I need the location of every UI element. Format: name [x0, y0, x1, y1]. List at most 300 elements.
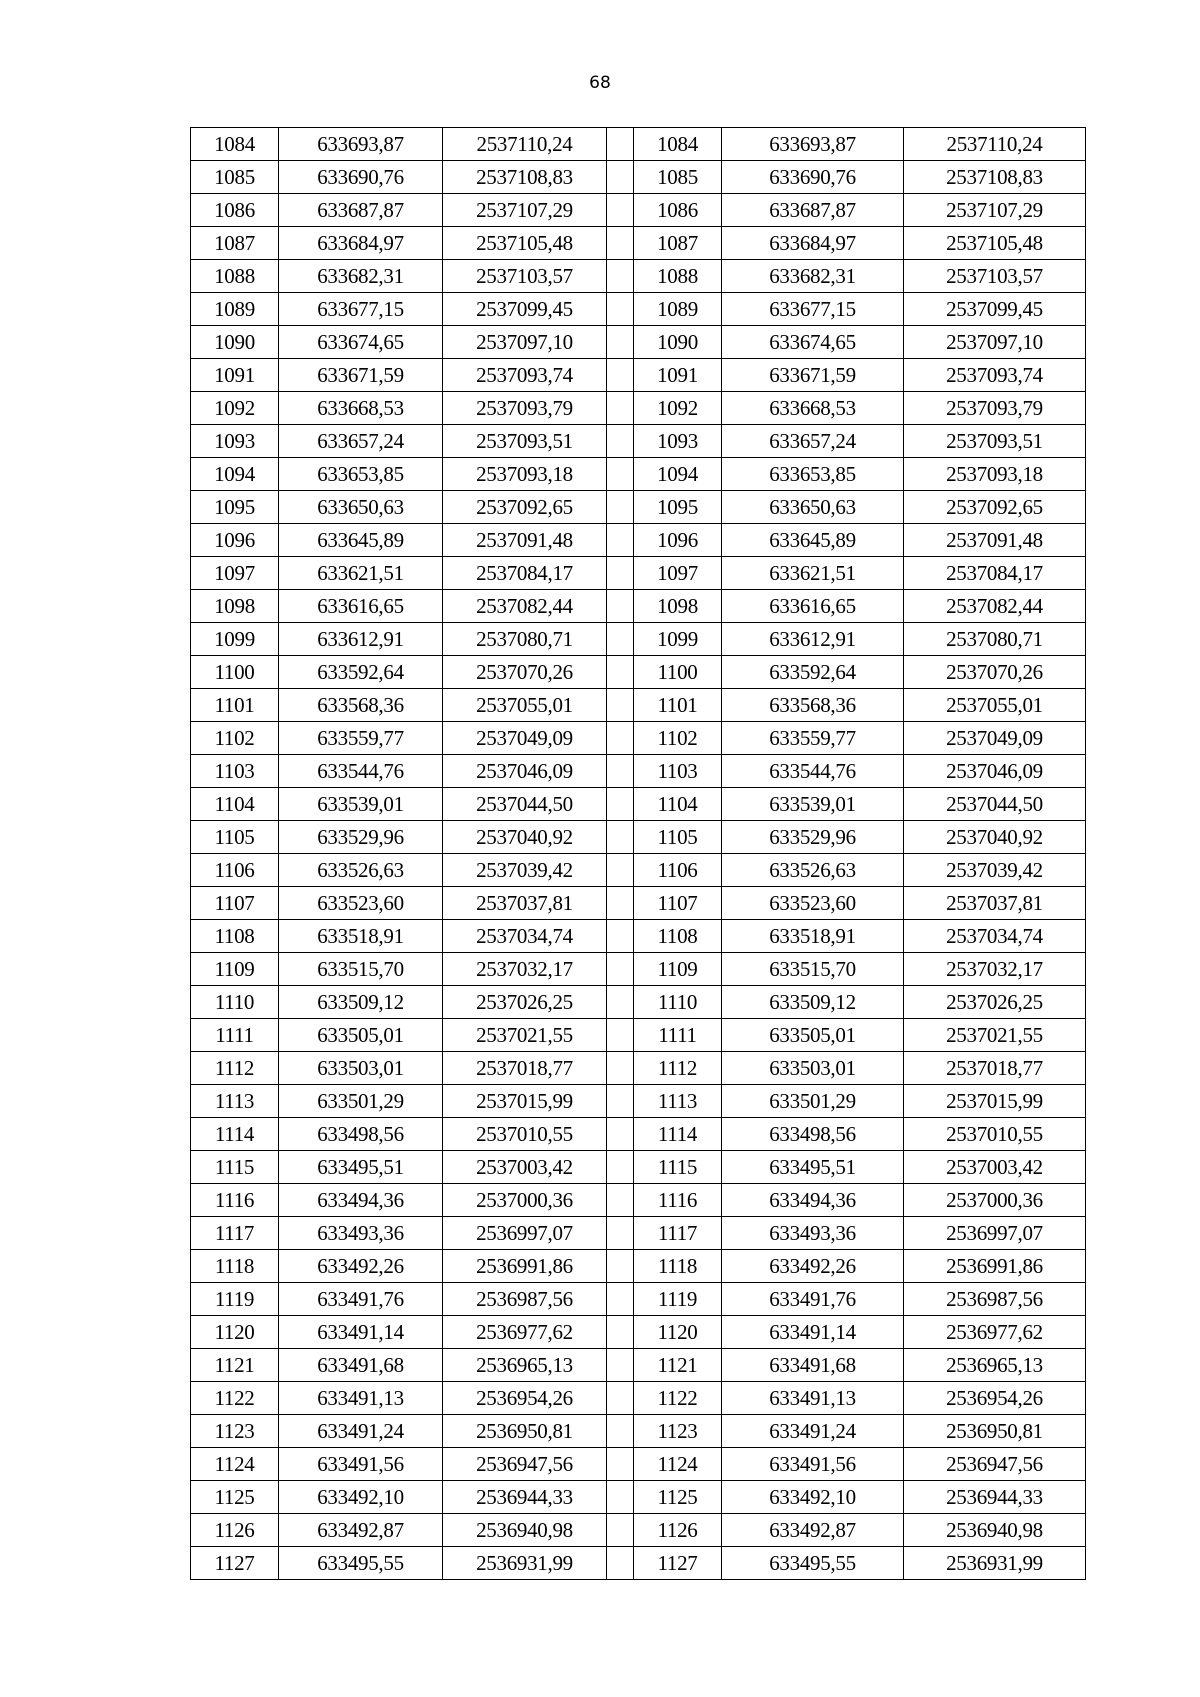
right-x-coordinate: 633503,01 [722, 1052, 904, 1085]
table-row [191, 1382, 1086, 1415]
right-x-coordinate: 633650,63 [722, 491, 904, 524]
spacer-cell [607, 194, 634, 227]
left-point-number: 1120 [191, 1316, 279, 1349]
right-x-coordinate: 633671,59 [722, 359, 904, 392]
table-row [191, 491, 1086, 524]
left-point-number: 1114 [191, 1118, 279, 1151]
left-x-coordinate: 633491,56 [279, 1448, 443, 1481]
left-point-number: 1123 [191, 1415, 279, 1448]
left-point-number: 1087 [191, 227, 279, 260]
right-x-coordinate: 633682,31 [722, 260, 904, 293]
spacer-cell [607, 161, 634, 194]
left-point-number: 1084 [191, 128, 279, 161]
right-point-number: 1085 [634, 161, 722, 194]
right-x-coordinate: 633684,97 [722, 227, 904, 260]
right-point-number: 1120 [634, 1316, 722, 1349]
spacer-cell [607, 887, 634, 920]
left-point-number: 1117 [191, 1217, 279, 1250]
table-row [191, 557, 1086, 590]
left-y-coordinate: 2537103,57 [443, 260, 607, 293]
left-point-number: 1112 [191, 1052, 279, 1085]
left-y-coordinate: 2536947,56 [443, 1448, 607, 1481]
spacer-cell [607, 392, 634, 425]
left-point-number: 1111 [191, 1019, 279, 1052]
spacer-cell [607, 656, 634, 689]
right-point-number: 1127 [634, 1547, 722, 1580]
right-point-number: 1123 [634, 1415, 722, 1448]
right-y-coordinate: 2537049,09 [904, 722, 1086, 755]
right-x-coordinate: 633523,60 [722, 887, 904, 920]
spacer-cell [607, 1085, 634, 1118]
left-x-coordinate: 633492,10 [279, 1481, 443, 1514]
spacer-cell [607, 260, 634, 293]
right-point-number: 1124 [634, 1448, 722, 1481]
right-point-number: 1088 [634, 260, 722, 293]
left-x-coordinate: 633539,01 [279, 788, 443, 821]
left-y-coordinate: 2537000,36 [443, 1184, 607, 1217]
left-x-coordinate: 633491,68 [279, 1349, 443, 1382]
table-row [191, 887, 1086, 920]
left-y-coordinate: 2537055,01 [443, 689, 607, 722]
right-x-coordinate: 633526,63 [722, 854, 904, 887]
right-x-coordinate: 633515,70 [722, 953, 904, 986]
right-point-number: 1100 [634, 656, 722, 689]
right-point-number: 1118 [634, 1250, 722, 1283]
left-y-coordinate: 2536954,26 [443, 1382, 607, 1415]
left-y-coordinate: 2536991,86 [443, 1250, 607, 1283]
table-row [191, 1217, 1086, 1250]
table-row [191, 458, 1086, 491]
left-x-coordinate: 633616,65 [279, 590, 443, 623]
spacer-cell [607, 722, 634, 755]
right-y-coordinate: 2536977,62 [904, 1316, 1086, 1349]
right-point-number: 1086 [634, 194, 722, 227]
right-point-number: 1106 [634, 854, 722, 887]
left-point-number: 1088 [191, 260, 279, 293]
table-row [191, 260, 1086, 293]
right-x-coordinate: 633493,36 [722, 1217, 904, 1250]
table-row [191, 524, 1086, 557]
right-x-coordinate: 633491,14 [722, 1316, 904, 1349]
left-point-number: 1106 [191, 854, 279, 887]
right-point-number: 1089 [634, 293, 722, 326]
left-x-coordinate: 633515,70 [279, 953, 443, 986]
right-x-coordinate: 633529,96 [722, 821, 904, 854]
right-point-number: 1084 [634, 128, 722, 161]
spacer-cell [607, 1217, 634, 1250]
table-row [191, 1349, 1086, 1382]
right-y-coordinate: 2537021,55 [904, 1019, 1086, 1052]
right-y-coordinate: 2537093,18 [904, 458, 1086, 491]
table-row [191, 1514, 1086, 1547]
right-y-coordinate: 2537105,48 [904, 227, 1086, 260]
table-row [191, 194, 1086, 227]
left-y-coordinate: 2537093,79 [443, 392, 607, 425]
right-y-coordinate: 2537040,92 [904, 821, 1086, 854]
right-point-number: 1116 [634, 1184, 722, 1217]
left-x-coordinate: 633568,36 [279, 689, 443, 722]
table-row [191, 755, 1086, 788]
left-point-number: 1086 [191, 194, 279, 227]
left-x-coordinate: 633653,85 [279, 458, 443, 491]
spacer-cell [607, 1118, 634, 1151]
table-row [191, 953, 1086, 986]
left-y-coordinate: 2536944,33 [443, 1481, 607, 1514]
left-x-coordinate: 633491,76 [279, 1283, 443, 1316]
right-y-coordinate: 2537044,50 [904, 788, 1086, 821]
right-x-coordinate: 633592,64 [722, 656, 904, 689]
spacer-cell [607, 953, 634, 986]
right-point-number: 1102 [634, 722, 722, 755]
left-point-number: 1125 [191, 1481, 279, 1514]
right-y-coordinate: 2537091,48 [904, 524, 1086, 557]
right-point-number: 1107 [634, 887, 722, 920]
left-y-coordinate: 2537097,10 [443, 326, 607, 359]
left-point-number: 1107 [191, 887, 279, 920]
left-point-number: 1116 [191, 1184, 279, 1217]
spacer-cell [607, 590, 634, 623]
spacer-cell [607, 755, 634, 788]
right-y-coordinate: 2537003,42 [904, 1151, 1086, 1184]
table-row [191, 920, 1086, 953]
left-x-coordinate: 633690,76 [279, 161, 443, 194]
right-x-coordinate: 633616,65 [722, 590, 904, 623]
right-y-coordinate: 2537084,17 [904, 557, 1086, 590]
left-x-coordinate: 633559,77 [279, 722, 443, 755]
left-y-coordinate: 2536940,98 [443, 1514, 607, 1547]
table-row [191, 1052, 1086, 1085]
left-y-coordinate: 2537039,42 [443, 854, 607, 887]
right-y-coordinate: 2537092,65 [904, 491, 1086, 524]
left-x-coordinate: 633498,56 [279, 1118, 443, 1151]
left-point-number: 1108 [191, 920, 279, 953]
left-point-number: 1094 [191, 458, 279, 491]
left-point-number: 1121 [191, 1349, 279, 1382]
right-point-number: 1112 [634, 1052, 722, 1085]
left-y-coordinate: 2537046,09 [443, 755, 607, 788]
left-point-number: 1113 [191, 1085, 279, 1118]
left-point-number: 1124 [191, 1448, 279, 1481]
table-row [191, 326, 1086, 359]
spacer-cell [607, 1382, 634, 1415]
right-point-number: 1090 [634, 326, 722, 359]
right-point-number: 1101 [634, 689, 722, 722]
right-y-coordinate: 2537097,10 [904, 326, 1086, 359]
right-x-coordinate: 633568,36 [722, 689, 904, 722]
left-y-coordinate: 2537093,74 [443, 359, 607, 392]
spacer-cell [607, 425, 634, 458]
right-x-coordinate: 633687,87 [722, 194, 904, 227]
right-point-number: 1121 [634, 1349, 722, 1382]
left-y-coordinate: 2537018,77 [443, 1052, 607, 1085]
left-x-coordinate: 633687,87 [279, 194, 443, 227]
left-y-coordinate: 2537107,29 [443, 194, 607, 227]
right-y-coordinate: 2537093,51 [904, 425, 1086, 458]
left-x-coordinate: 633612,91 [279, 623, 443, 656]
left-point-number: 1093 [191, 425, 279, 458]
right-x-coordinate: 633544,76 [722, 755, 904, 788]
left-y-coordinate: 2537084,17 [443, 557, 607, 590]
right-y-coordinate: 2537093,79 [904, 392, 1086, 425]
table-row [191, 656, 1086, 689]
left-point-number: 1092 [191, 392, 279, 425]
right-point-number: 1119 [634, 1283, 722, 1316]
table-row [191, 1085, 1086, 1118]
left-x-coordinate: 633668,53 [279, 392, 443, 425]
table-row [191, 689, 1086, 722]
left-y-coordinate: 2536965,13 [443, 1349, 607, 1382]
left-x-coordinate: 633505,01 [279, 1019, 443, 1052]
right-y-coordinate: 2536950,81 [904, 1415, 1086, 1448]
left-x-coordinate: 633491,24 [279, 1415, 443, 1448]
right-x-coordinate: 633495,51 [722, 1151, 904, 1184]
right-point-number: 1109 [634, 953, 722, 986]
coordinates-table-body [191, 128, 1086, 1580]
right-y-coordinate: 2537103,57 [904, 260, 1086, 293]
spacer-cell [607, 623, 634, 656]
right-x-coordinate: 633505,01 [722, 1019, 904, 1052]
right-y-coordinate: 2536931,99 [904, 1547, 1086, 1580]
right-y-coordinate: 2537055,01 [904, 689, 1086, 722]
right-point-number: 1099 [634, 623, 722, 656]
spacer-cell [607, 491, 634, 524]
right-x-coordinate: 633494,36 [722, 1184, 904, 1217]
left-point-number: 1101 [191, 689, 279, 722]
left-y-coordinate: 2537093,51 [443, 425, 607, 458]
left-x-coordinate: 633491,14 [279, 1316, 443, 1349]
left-x-coordinate: 633592,64 [279, 656, 443, 689]
left-point-number: 1099 [191, 623, 279, 656]
right-point-number: 1108 [634, 920, 722, 953]
right-point-number: 1114 [634, 1118, 722, 1151]
left-y-coordinate: 2537091,48 [443, 524, 607, 557]
table-row [191, 821, 1086, 854]
table-row [191, 227, 1086, 260]
left-point-number: 1115 [191, 1151, 279, 1184]
right-x-coordinate: 633491,56 [722, 1448, 904, 1481]
left-y-coordinate: 2537021,55 [443, 1019, 607, 1052]
right-y-coordinate: 2536954,26 [904, 1382, 1086, 1415]
left-point-number: 1105 [191, 821, 279, 854]
right-point-number: 1104 [634, 788, 722, 821]
right-point-number: 1098 [634, 590, 722, 623]
table-row [191, 1151, 1086, 1184]
table-row [191, 854, 1086, 887]
left-point-number: 1096 [191, 524, 279, 557]
left-y-coordinate: 2537026,25 [443, 986, 607, 1019]
right-x-coordinate: 633653,85 [722, 458, 904, 491]
right-y-coordinate: 2537039,42 [904, 854, 1086, 887]
left-point-number: 1118 [191, 1250, 279, 1283]
right-y-coordinate: 2537015,99 [904, 1085, 1086, 1118]
left-point-number: 1122 [191, 1382, 279, 1415]
left-y-coordinate: 2537093,18 [443, 458, 607, 491]
right-point-number: 1117 [634, 1217, 722, 1250]
right-x-coordinate: 633491,76 [722, 1283, 904, 1316]
right-x-coordinate: 633539,01 [722, 788, 904, 821]
right-y-coordinate: 2536987,56 [904, 1283, 1086, 1316]
left-x-coordinate: 633529,96 [279, 821, 443, 854]
right-x-coordinate: 633518,91 [722, 920, 904, 953]
right-x-coordinate: 633492,87 [722, 1514, 904, 1547]
right-point-number: 1113 [634, 1085, 722, 1118]
right-point-number: 1122 [634, 1382, 722, 1415]
spacer-cell [607, 1250, 634, 1283]
right-point-number: 1093 [634, 425, 722, 458]
right-x-coordinate: 633498,56 [722, 1118, 904, 1151]
left-point-number: 1095 [191, 491, 279, 524]
spacer-cell [607, 326, 634, 359]
right-point-number: 1091 [634, 359, 722, 392]
right-x-coordinate: 633491,24 [722, 1415, 904, 1448]
right-x-coordinate: 633657,24 [722, 425, 904, 458]
table-row [191, 788, 1086, 821]
right-x-coordinate: 633690,76 [722, 161, 904, 194]
left-x-coordinate: 633492,26 [279, 1250, 443, 1283]
table-row [191, 161, 1086, 194]
left-x-coordinate: 633657,24 [279, 425, 443, 458]
left-x-coordinate: 633621,51 [279, 557, 443, 590]
left-x-coordinate: 633523,60 [279, 887, 443, 920]
left-y-coordinate: 2537040,92 [443, 821, 607, 854]
table-row [191, 1250, 1086, 1283]
left-y-coordinate: 2537003,42 [443, 1151, 607, 1184]
right-y-coordinate: 2536997,07 [904, 1217, 1086, 1250]
right-point-number: 1096 [634, 524, 722, 557]
left-point-number: 1109 [191, 953, 279, 986]
left-y-coordinate: 2537034,74 [443, 920, 607, 953]
spacer-cell [607, 128, 634, 161]
left-y-coordinate: 2537044,50 [443, 788, 607, 821]
right-point-number: 1115 [634, 1151, 722, 1184]
left-x-coordinate: 633693,87 [279, 128, 443, 161]
spacer-cell [607, 986, 634, 1019]
left-y-coordinate: 2537108,83 [443, 161, 607, 194]
right-point-number: 1097 [634, 557, 722, 590]
left-y-coordinate: 2536987,56 [443, 1283, 607, 1316]
table-row [191, 293, 1086, 326]
left-y-coordinate: 2536950,81 [443, 1415, 607, 1448]
left-y-coordinate: 2537032,17 [443, 953, 607, 986]
table-row [191, 1481, 1086, 1514]
right-x-coordinate: 633492,10 [722, 1481, 904, 1514]
table-row [191, 986, 1086, 1019]
left-point-number: 1098 [191, 590, 279, 623]
left-point-number: 1103 [191, 755, 279, 788]
right-point-number: 1094 [634, 458, 722, 491]
left-y-coordinate: 2537110,24 [443, 128, 607, 161]
left-x-coordinate: 633682,31 [279, 260, 443, 293]
spacer-cell [607, 1547, 634, 1580]
left-y-coordinate: 2537070,26 [443, 656, 607, 689]
right-x-coordinate: 633492,26 [722, 1250, 904, 1283]
left-x-coordinate: 633495,51 [279, 1151, 443, 1184]
left-x-coordinate: 633501,29 [279, 1085, 443, 1118]
left-x-coordinate: 633645,89 [279, 524, 443, 557]
left-y-coordinate: 2537037,81 [443, 887, 607, 920]
left-y-coordinate: 2536977,62 [443, 1316, 607, 1349]
left-y-coordinate: 2536931,99 [443, 1547, 607, 1580]
table-row [191, 392, 1086, 425]
right-x-coordinate: 633612,91 [722, 623, 904, 656]
left-point-number: 1097 [191, 557, 279, 590]
left-point-number: 1127 [191, 1547, 279, 1580]
right-point-number: 1092 [634, 392, 722, 425]
spacer-cell [607, 1184, 634, 1217]
right-point-number: 1103 [634, 755, 722, 788]
spacer-cell [607, 1151, 634, 1184]
spacer-cell [607, 1283, 634, 1316]
table-row [191, 1019, 1086, 1052]
left-x-coordinate: 633544,76 [279, 755, 443, 788]
left-x-coordinate: 633495,55 [279, 1547, 443, 1580]
right-y-coordinate: 2537034,74 [904, 920, 1086, 953]
right-y-coordinate: 2537070,26 [904, 656, 1086, 689]
spacer-cell [607, 1448, 634, 1481]
left-x-coordinate: 633492,87 [279, 1514, 443, 1547]
table-row [191, 1415, 1086, 1448]
left-x-coordinate: 633494,36 [279, 1184, 443, 1217]
left-point-number: 1126 [191, 1514, 279, 1547]
right-y-coordinate: 2536947,56 [904, 1448, 1086, 1481]
right-x-coordinate: 633645,89 [722, 524, 904, 557]
spacer-cell [607, 557, 634, 590]
right-y-coordinate: 2537110,24 [904, 128, 1086, 161]
right-y-coordinate: 2537082,44 [904, 590, 1086, 623]
table-row [191, 1283, 1086, 1316]
spacer-cell [607, 821, 634, 854]
spacer-cell [607, 1349, 634, 1382]
right-y-coordinate: 2537046,09 [904, 755, 1086, 788]
left-x-coordinate: 633671,59 [279, 359, 443, 392]
left-y-coordinate: 2537099,45 [443, 293, 607, 326]
right-x-coordinate: 633509,12 [722, 986, 904, 1019]
right-y-coordinate: 2537099,45 [904, 293, 1086, 326]
table-row [191, 128, 1086, 161]
left-x-coordinate: 633684,97 [279, 227, 443, 260]
spacer-cell [607, 293, 634, 326]
left-y-coordinate: 2537082,44 [443, 590, 607, 623]
left-point-number: 1089 [191, 293, 279, 326]
right-x-coordinate: 633501,29 [722, 1085, 904, 1118]
table-row [191, 1448, 1086, 1481]
left-point-number: 1110 [191, 986, 279, 1019]
left-y-coordinate: 2537015,99 [443, 1085, 607, 1118]
page-number: 68 [589, 73, 611, 93]
left-point-number: 1085 [191, 161, 279, 194]
table-row [191, 1118, 1086, 1151]
left-point-number: 1102 [191, 722, 279, 755]
spacer-cell [607, 227, 634, 260]
right-y-coordinate: 2537018,77 [904, 1052, 1086, 1085]
right-y-coordinate: 2537093,74 [904, 359, 1086, 392]
right-x-coordinate: 633491,68 [722, 1349, 904, 1382]
table-row [191, 590, 1086, 623]
table-row [191, 1316, 1086, 1349]
right-y-coordinate: 2536940,98 [904, 1514, 1086, 1547]
left-x-coordinate: 633503,01 [279, 1052, 443, 1085]
right-y-coordinate: 2537037,81 [904, 887, 1086, 920]
right-point-number: 1125 [634, 1481, 722, 1514]
right-x-coordinate: 633674,65 [722, 326, 904, 359]
left-y-coordinate: 2537010,55 [443, 1118, 607, 1151]
right-x-coordinate: 633495,55 [722, 1547, 904, 1580]
left-x-coordinate: 633509,12 [279, 986, 443, 1019]
spacer-cell [607, 1415, 634, 1448]
right-x-coordinate: 633559,77 [722, 722, 904, 755]
right-y-coordinate: 2537000,36 [904, 1184, 1086, 1217]
right-point-number: 1087 [634, 227, 722, 260]
